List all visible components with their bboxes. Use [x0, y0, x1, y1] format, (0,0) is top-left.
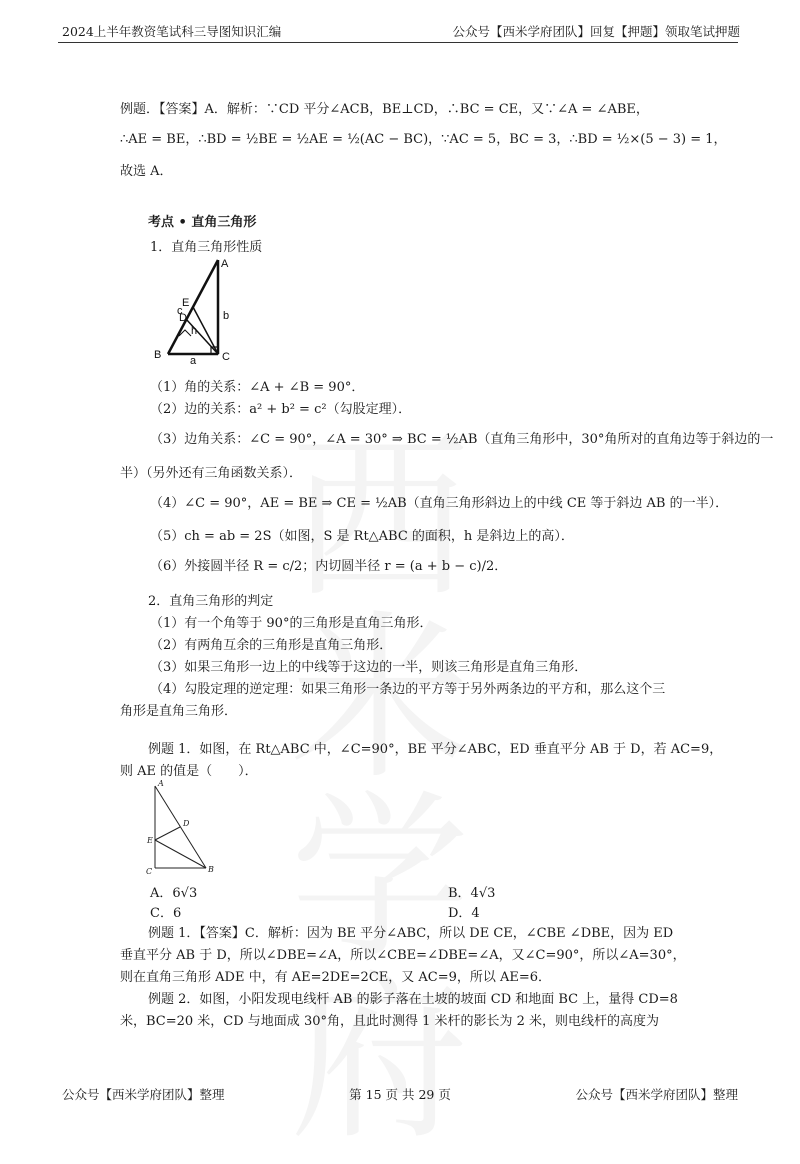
- subsection-title: 1．直角三角形性质: [150, 240, 263, 255]
- option-b: B．4√3: [448, 886, 496, 901]
- label-E: E: [182, 297, 190, 309]
- fig2-label-A: A: [158, 779, 164, 788]
- judgement-3: （3）如果三角形一边上的中线等于这边的一半，则该三角形是直角三角形．: [150, 660, 588, 675]
- option-d: D．4: [448, 906, 480, 921]
- property-2: （2）边的关系：a² + b² = c²（勾股定理）．: [150, 402, 412, 417]
- label-a: a: [190, 355, 197, 364]
- judgement-4: （4）勾股定理的逆定理：如果三角形一条边的平方等于另外两条边的平方和，那么这个三: [150, 682, 666, 697]
- section-title: 考点 • 直角三角形: [148, 215, 257, 230]
- segment-EB: [155, 840, 206, 868]
- label-B: B: [154, 349, 162, 361]
- property-3-cont: 半）（另外还有三角函数关系）．: [120, 466, 303, 481]
- footer-right: 公众号【西米学府团队】整理: [575, 1087, 738, 1102]
- label-c: c: [177, 305, 183, 317]
- option-c: C．6: [150, 906, 182, 921]
- answer1-line-1: 例题 1．【答案】C．解析：因为 BE 平分∠ABC，所以 DE CE，∠CBE ∠DBE，因为 ED: [148, 926, 674, 941]
- header-divider: [58, 42, 738, 43]
- example1-line-1: 例题 1．如图，在 Rt△ABC 中，∠C=90°，BE 平分∠ABC，ED 垂直平分 AB 于 D，若 AC=9，: [148, 742, 723, 757]
- right-triangle-figure: [148, 252, 248, 364]
- judgement-title: 2．直角三角形的判定: [148, 594, 274, 609]
- answer1-line-3: 则在直角三角形 ADE 中，有 AE=2DE=2CE，又 AC=9，所以 AE=6．: [120, 970, 552, 985]
- fig2-label-E: E: [147, 836, 153, 845]
- judgement-2: （2）有两角互余的三角形是直角三角形．: [150, 638, 393, 653]
- property-4: （4）∠C = 90°，AE = BE ⇒ CE = ½AB（直角三角形斜边上的中线 CE 等于斜边 AB 的一半）．: [150, 496, 729, 511]
- option-a: A．6√3: [150, 886, 198, 901]
- label-b: b: [223, 310, 230, 322]
- answer1-line-2: 垂直平分 AB 于 D，所以∠DBE=∠A，所以∠CBE=∠DBE=∠A，又∠C=90°，所以∠A=30°，: [120, 948, 686, 963]
- judgement-1: （1）有一个角等于 90°的三角形是直角三角形．: [150, 616, 433, 631]
- example2-line-2: 米，BC=20 米，CD 与地面成 30°角，且此时测得 1 米杆的影长为 2 米，则电线杆的高度为: [120, 1014, 660, 1029]
- header-right: 公众号【西米学府团队】回复【押题】领取笔试押题: [452, 24, 740, 39]
- label-A: A: [221, 258, 229, 270]
- header-left: 2024上半年教资笔试科三导图知识汇编: [62, 24, 282, 39]
- property-1: （1）角的关系：∠A + ∠B = 90°．: [150, 380, 365, 395]
- fig2-label-C: C: [146, 867, 153, 876]
- label-h: h: [191, 325, 198, 337]
- prev-answer-line-1: 例题．【答案】A．解析：∵CD 平分∠ACB，BE⊥CD，∴BC = CE，又∵∠A = ∠ABE，: [120, 102, 649, 117]
- fig2-label-D: D: [183, 819, 190, 828]
- label-C: C: [222, 351, 230, 363]
- property-6: （6）外接圆半径 R = c/2；内切圆半径 r = (a + b − c)/2．: [150, 559, 508, 574]
- property-3: （3）边角关系：∠C = 90°，∠A = 30° ⇒ BC = ½AB（直角三角形中，30°角所对的直角边等于斜边的一: [150, 432, 774, 447]
- judgement-4-cont: 角形是直角三角形．: [120, 704, 238, 719]
- prev-answer-line-3: 故选 A．: [120, 164, 173, 179]
- example1-figure: [140, 778, 220, 878]
- label-D: D: [179, 312, 187, 324]
- side-AB: [155, 786, 206, 868]
- property-5: （5）ch = ab = 2S（如图，S 是 Rt△ABC 的面积，h 是斜边上的高）．: [150, 529, 574, 544]
- footer-left: 公众号【西米学府团队】整理: [62, 1087, 225, 1102]
- prev-answer-line-2: ∴AE = BE，∴BD = ½BE = ½AE = ½(AC − BC)，∵AC = 5，BC = 3，∴BD = ½×(5 − 3) = 1，: [120, 132, 727, 147]
- page-number: 第 15 页 共 29 页: [349, 1087, 451, 1102]
- example2-line-1: 例题 2．如图，小阳发现电线杆 AB 的影子落在土坡的坡面 CD 和地面 BC 上，量得 CD=8: [148, 992, 678, 1007]
- fig2-label-B: B: [208, 865, 214, 874]
- example1-line-2: 则 AE 的值是（ ）．: [120, 764, 258, 779]
- segment-ED: [155, 827, 180, 840]
